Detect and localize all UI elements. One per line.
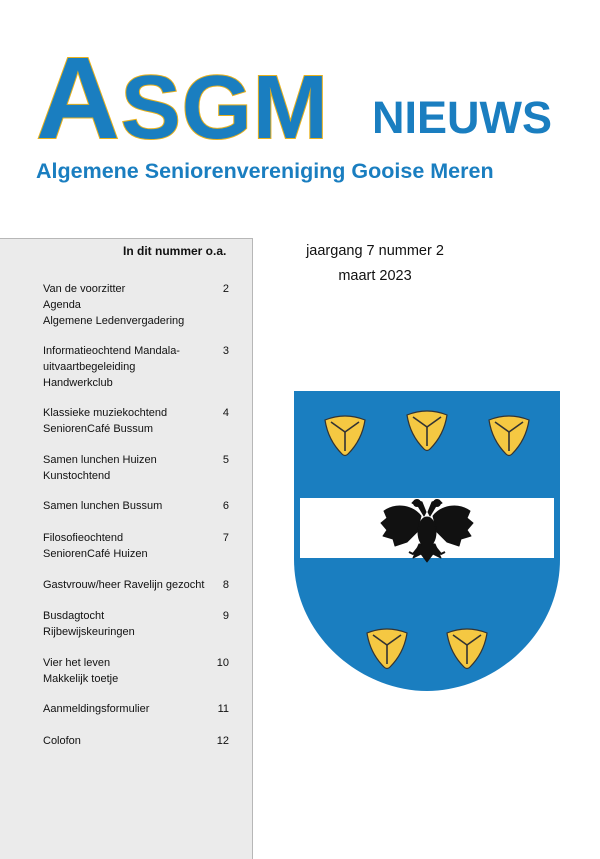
toc-entry <box>43 452 229 484</box>
toc-entry <box>43 608 229 640</box>
toc-entry <box>43 701 229 717</box>
toc-entry-title: Samen lunchen Bussum <box>43 500 163 512</box>
toc-entry <box>43 530 229 562</box>
toc-entry-title: Van de voorzitter <box>43 283 126 295</box>
toc-entry-page: 4 <box>222 407 229 419</box>
toc-entry-titles <box>43 452 229 484</box>
toc-entry-titles <box>43 608 229 640</box>
toc-entry <box>43 577 229 593</box>
toc-entry-titles <box>43 655 229 687</box>
toc-entry <box>43 498 229 514</box>
toc-entry-title: Filosofieochtend <box>43 532 124 544</box>
toc-entry-page: 10 <box>216 657 229 669</box>
toc-entry-title: Samen lunchen Huizen <box>43 454 157 466</box>
logo-rest: SGM <box>120 58 329 158</box>
toc-entry-page: 12 <box>216 735 229 747</box>
toc-entry-title: Makkelijk toetje <box>43 673 119 685</box>
toc-entry-titles <box>43 733 229 749</box>
toc-entry-titles <box>43 498 229 514</box>
toc-entry-title: Rijbewijskeuringen <box>43 626 135 638</box>
toc-entry-title: Algemene Ledenvergadering <box>43 315 185 327</box>
toc-entry-titles <box>43 405 229 437</box>
issue-date: maart 2023 <box>338 268 412 284</box>
toc-entry-title: Handwerkclub <box>43 377 113 389</box>
toc-entry-title: Klassieke muziekochtend <box>43 407 168 419</box>
toc-entry-page: 11 <box>217 703 229 715</box>
toc-entry-page: 9 <box>222 610 229 622</box>
toc-entry-title: Informatieochtend Mandala- <box>43 345 180 357</box>
toc-entry-title: SeniorenCafé Huizen <box>43 548 148 560</box>
toc-entry-titles <box>43 701 229 717</box>
toc-entry-title: Agenda <box>43 299 81 311</box>
toc-entry-page: 2 <box>222 283 229 295</box>
toc-entry-titles <box>43 530 229 562</box>
toc-entry-title: Vier het leven <box>43 657 111 669</box>
masthead-nieuws: NIEUWS <box>372 92 552 143</box>
toc-entry <box>43 733 229 749</box>
coat-of-arms <box>294 391 560 691</box>
masthead-subtitle: Algemene Seniorenvereniging Gooise Meren <box>36 159 494 183</box>
toc-entry-page: 8 <box>222 579 229 591</box>
toc-entry-title: uitvaartbegeleiding <box>43 361 136 373</box>
toc-heading: In dit nummer o.a. <box>123 244 227 258</box>
toc-entry <box>43 405 229 437</box>
toc-entry-title: Colofon <box>43 735 81 747</box>
toc-entry-page: 5 <box>222 454 229 466</box>
toc-entry-titles <box>43 577 229 593</box>
toc-entry-page: 6 <box>222 500 229 512</box>
toc-entry-title: Aanmeldingsformulier <box>43 703 150 715</box>
toc-entry-titles <box>43 281 229 329</box>
toc-entry-title: Busdagtocht <box>43 610 105 622</box>
toc-entry <box>43 343 229 391</box>
toc-entry-page: 3 <box>222 345 229 357</box>
toc-entry-titles <box>43 343 229 391</box>
masthead-logo <box>36 33 329 163</box>
toc-panel <box>0 238 253 859</box>
toc-entry <box>43 655 229 687</box>
toc-entry-page: 7 <box>222 532 229 544</box>
toc-entry-title: SeniorenCafé Bussum <box>43 423 154 435</box>
toc-entry <box>43 281 229 329</box>
toc-entry-title: Gastvrouw/heer Ravelijn gezocht <box>43 579 205 591</box>
logo-first-letter: A <box>36 33 121 163</box>
issue-volume: jaargang 7 nummer 2 <box>306 243 444 259</box>
toc-entry-title: Kunstochtend <box>43 470 111 482</box>
